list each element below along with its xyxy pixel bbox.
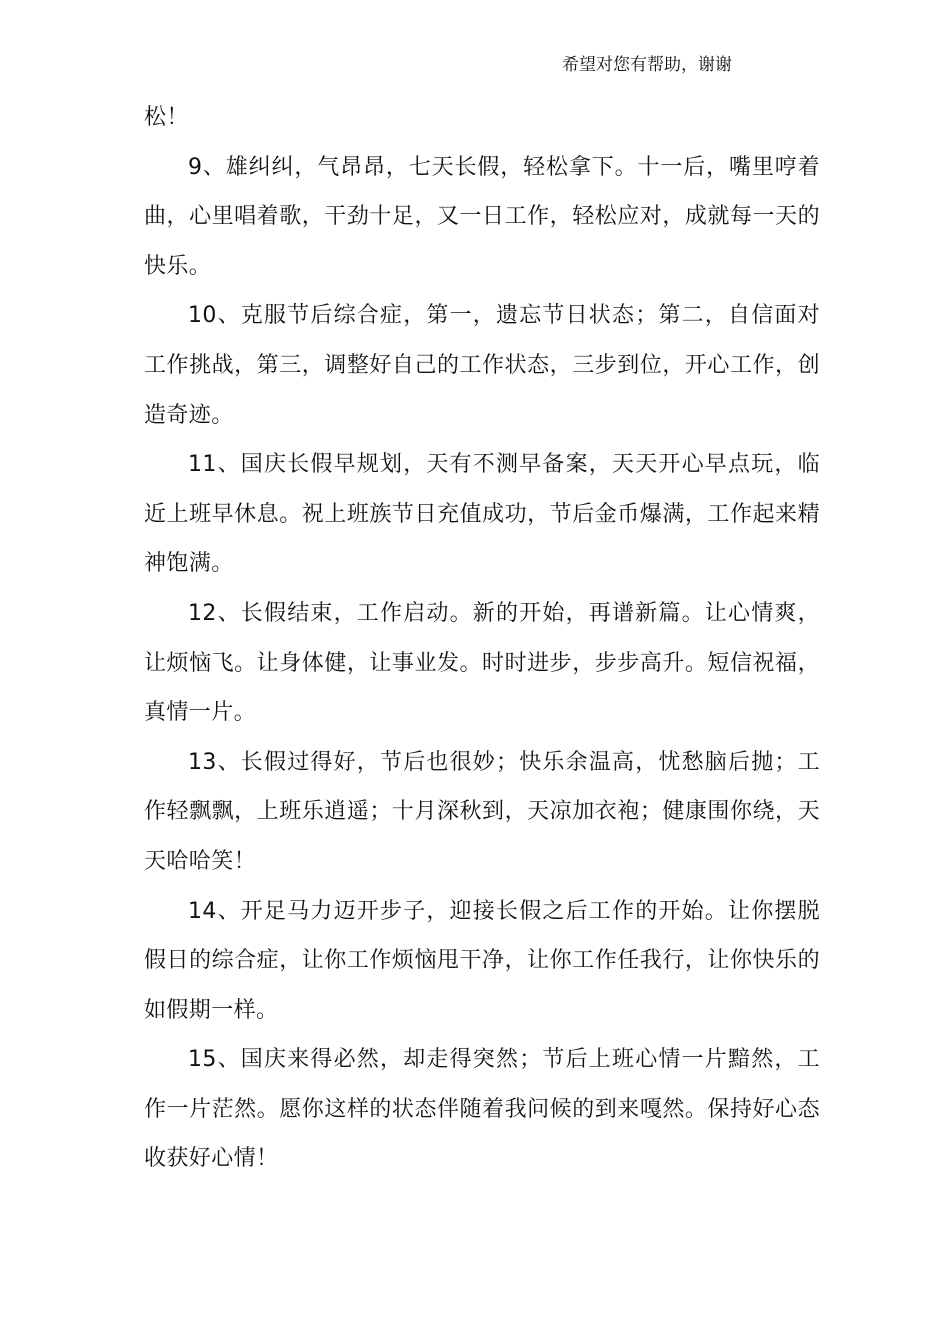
- paragraph-item-9: 9、雄纠纠，气昂昂，七天长假，轻松拿下。十一后，嘴里哼着曲，心里唱着歌，干劲十足，又一日工作，轻松应对，成就每一天的快乐。: [144, 154, 820, 279]
- document-body: [144, 93, 820, 1184]
- paragraph-item-13: 13、长假过得好，节后也很妙；快乐余温高，忧愁脑后抛；工作轻飘飘，上班乐逍遥；十月深秋到，天凉加衣袍；健康围你绕，天天哈哈笑！: [144, 749, 820, 874]
- header-note: 希望对您有帮助，谢谢: [562, 55, 732, 75]
- paragraph-continuation: 松！: [144, 105, 189, 130]
- paragraph-item-12: 12、长假结束，工作启动。新的开始，再谱新篇。让心情爽，让烦恼飞。让身体健，让事业发。时时进步，步步高升。短信祝福，真情一片。: [144, 600, 820, 726]
- paragraph-item-15: 15、国庆来得必然，却走得突然；节后上班心情一片黯然，工作一片茫然。愿你这样的状态伴随着我问候的到来嘎然。保持好心态收获好心情！: [144, 1047, 820, 1172]
- paragraph-item-10: 10、克服节后综合症，第一，遗忘节日状态；第二，自信面对工作挑战，第三，调整好自己的工作状态，三步到位，开心工作，创造奇迹。: [144, 303, 820, 428]
- paragraph-item-14: 14、开足马力迈开步子，迎接长假之后工作的开始。让你摆脱假日的综合症，让你工作烦恼甩干净，让你工作任我行，让你快乐的如假期一样。: [144, 898, 820, 1023]
- paragraph-item-11: 11、国庆长假早规划，天有不测早备案，天天开心早点玩，临近上班早休息。祝上班族节日充值成功，节后金币爆满，工作起来精神饱满。: [144, 452, 820, 577]
